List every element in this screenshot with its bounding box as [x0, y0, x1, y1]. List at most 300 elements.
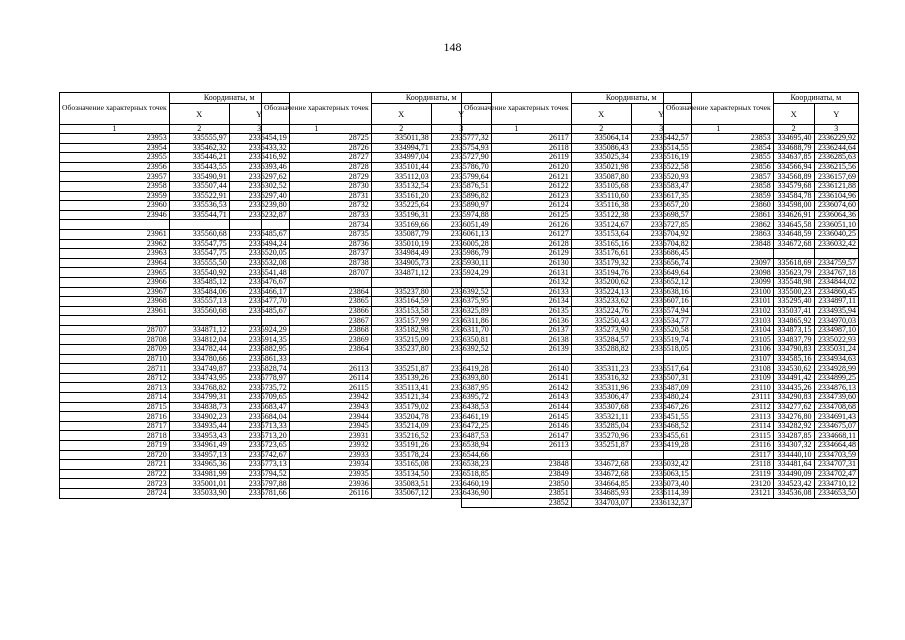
- table-row: [262, 393, 492, 403]
- point-id: 23856: [664, 162, 774, 172]
- x-value: 334490,09: [773, 469, 814, 479]
- x-value: 334984,49: [371, 249, 431, 259]
- table-row: [60, 364, 290, 374]
- table-row: [60, 297, 290, 307]
- y-value: 2336656,74: [631, 258, 691, 268]
- x-value: 335557,13: [169, 297, 229, 307]
- y-value: 2335022,93: [814, 335, 858, 345]
- point-id: 28729: [262, 172, 372, 182]
- table-row: [462, 201, 692, 211]
- table-row: [664, 220, 859, 230]
- x-value: 334672,68: [773, 239, 814, 249]
- x-value: 335250,43: [571, 316, 631, 326]
- y-value: 2335890,97: [431, 201, 491, 211]
- x-value: 334871,12: [169, 325, 229, 335]
- y-value: 2335797,88: [229, 479, 289, 489]
- coordinates-header: Координаты, м: [169, 93, 289, 104]
- table-row: [462, 441, 692, 451]
- x-value: 334290,83: [773, 393, 814, 403]
- table-row: [462, 460, 692, 470]
- point-id: 23967: [60, 287, 170, 297]
- y-value: 2334708,68: [814, 402, 858, 412]
- x-value: 335087,80: [571, 172, 631, 182]
- x-value: 335157,99: [371, 316, 431, 326]
- y-value: 2336073,40: [631, 479, 691, 489]
- point-id: 28710: [60, 354, 170, 364]
- x-value: 335295,40: [773, 297, 814, 307]
- y-value: 2334703,59: [814, 450, 858, 460]
- y-value: 2336438,53: [431, 402, 491, 412]
- table-row: [462, 191, 692, 201]
- point-label-header: Обозначение характерных точек: [664, 93, 774, 125]
- x-value: 335321,11: [571, 412, 631, 422]
- y-value: 2334844,02: [814, 277, 858, 287]
- y-value: 2336451,55: [631, 412, 691, 422]
- x-value: 334672,68: [571, 460, 631, 470]
- x-value: 335037,41: [773, 306, 814, 316]
- y-value: 2334934,63: [814, 354, 858, 364]
- y-value: 2336485,67: [229, 306, 289, 316]
- x-value: 335216,52: [371, 431, 431, 441]
- table-row: [664, 479, 859, 489]
- point-id: 23866: [262, 306, 372, 316]
- point-id: 26133: [462, 287, 572, 297]
- point-id: 28725: [262, 134, 372, 144]
- point-id: [664, 249, 774, 259]
- point-id: 28712: [60, 373, 170, 383]
- table-row: [262, 383, 492, 393]
- x-value: 335237,80: [371, 345, 431, 355]
- coordinates-table-1: [59, 92, 290, 499]
- table-row: [664, 210, 859, 220]
- point-id: 28715: [60, 402, 170, 412]
- y-value: 2336005,28: [431, 239, 491, 249]
- x-value: 334637,85: [773, 153, 814, 163]
- point-id: 23864: [262, 345, 372, 355]
- table-row: [60, 287, 290, 297]
- table-row: [462, 469, 692, 479]
- point-id: 23964: [60, 258, 170, 268]
- x-value: 335555,97: [169, 134, 229, 144]
- y-value: 2335683,47: [229, 402, 289, 412]
- x-value: 335101,44: [371, 162, 431, 172]
- x-value: 335179,02: [371, 402, 431, 412]
- point-id: 28713: [60, 383, 170, 393]
- table-row: [60, 181, 290, 191]
- point-id: 23103: [664, 316, 774, 326]
- point-id: [60, 220, 170, 230]
- y-value: 2335930,11: [431, 258, 491, 268]
- x-value: 335164,59: [371, 297, 431, 307]
- point-id: 23865: [262, 297, 372, 307]
- x-value: 334598,00: [773, 201, 814, 211]
- x-value: 334837,79: [773, 335, 814, 345]
- x-value: 335311,23: [571, 364, 631, 374]
- x-value: [371, 277, 431, 287]
- y-value: 2336652,12: [631, 277, 691, 287]
- table-row: [262, 143, 492, 153]
- table-row: [664, 181, 859, 191]
- table-row: [262, 172, 492, 182]
- point-id: 23116: [664, 441, 774, 451]
- y-value: 2336455,61: [631, 431, 691, 441]
- x-value: 335010,19: [371, 239, 431, 249]
- point-id: 23867: [262, 316, 372, 326]
- table-row: [664, 335, 859, 345]
- point-id: 28733: [262, 210, 372, 220]
- point-id: 26140: [462, 364, 572, 374]
- point-id: 23848: [664, 239, 774, 249]
- point-id: 26138: [462, 335, 572, 345]
- x-value: 335204,78: [371, 412, 431, 422]
- table-row: [60, 316, 290, 326]
- table-row: [462, 277, 692, 287]
- point-id: 28707: [60, 325, 170, 335]
- y-value: 2336297,62: [229, 172, 289, 182]
- table-row: [664, 249, 859, 259]
- x-value: 335064,14: [571, 134, 631, 144]
- y-value: 2336518,05: [631, 345, 691, 355]
- x-value: 335105,68: [571, 181, 631, 191]
- table-row: [664, 277, 859, 287]
- x-value: 335134,50: [371, 469, 431, 479]
- table-row: [664, 268, 859, 278]
- table-row: [664, 345, 859, 355]
- y-value: 2336487,53: [431, 431, 491, 441]
- table-row: [60, 143, 290, 153]
- x-value: 335251,87: [571, 441, 631, 451]
- point-id: 26134: [462, 297, 572, 307]
- x-value: 335560,68: [169, 229, 229, 239]
- table-row: [60, 393, 290, 403]
- x-value: 335548,98: [773, 277, 814, 287]
- column-number: 2: [773, 125, 814, 134]
- y-value: 2336063,15: [631, 469, 691, 479]
- point-id: 26128: [462, 239, 572, 249]
- table-row: [262, 488, 492, 498]
- column-number-row: [462, 125, 692, 134]
- coordinates-header: Координаты, м: [371, 93, 491, 104]
- table-row: [664, 134, 859, 144]
- x-value: 334871,12: [371, 268, 431, 278]
- page-number: 148: [443, 40, 462, 54]
- point-id: 23936: [262, 479, 372, 489]
- point-id: 26125: [462, 210, 572, 220]
- x-value: 335618,69: [773, 258, 814, 268]
- x-value: 335443,55: [169, 162, 229, 172]
- y-value: 2334759,57: [814, 258, 858, 268]
- table-row: [262, 239, 492, 249]
- table-row: [462, 239, 692, 249]
- y-value: 2336480,24: [631, 393, 691, 403]
- y-value: 2336311,70: [431, 325, 491, 335]
- x-value: [571, 354, 631, 364]
- point-id: 23960: [60, 201, 170, 211]
- x-value: 335270,96: [571, 431, 631, 441]
- y-value: 2335723,65: [229, 441, 289, 451]
- table-row: [664, 402, 859, 412]
- table-row: [60, 277, 290, 287]
- x-value: 335191,26: [371, 441, 431, 451]
- point-id: 23112: [664, 402, 774, 412]
- x-header: X: [773, 104, 814, 125]
- y-value: 2336132,37: [631, 498, 691, 508]
- y-value: 2336311,86: [431, 316, 491, 326]
- x-value: 335544,71: [169, 210, 229, 220]
- table-row: [60, 354, 290, 364]
- y-value: 2336520,93: [631, 172, 691, 182]
- y-value: 2336485,67: [229, 229, 289, 239]
- x-value: 335112,03: [371, 172, 431, 182]
- x-value: 335284,57: [571, 335, 631, 345]
- y-value: 2336487,09: [631, 383, 691, 393]
- table-row: [664, 162, 859, 172]
- x-value: 335288,82: [571, 345, 631, 355]
- x-header: X: [371, 104, 431, 125]
- x-value: 334953,43: [169, 431, 229, 441]
- point-id: 23942: [262, 393, 372, 403]
- point-id: 23100: [664, 287, 774, 297]
- table-row: [664, 431, 859, 441]
- point-id: 26124: [462, 201, 572, 211]
- table-row: [462, 450, 692, 460]
- y-value: 2336638,16: [631, 287, 691, 297]
- point-id: 23121: [664, 488, 774, 498]
- column-number-row: [664, 125, 859, 134]
- point-id: 23097: [664, 258, 774, 268]
- x-value: 334965,36: [169, 460, 229, 470]
- point-id: 23963: [60, 249, 170, 259]
- y-value: 2334707,31: [814, 460, 858, 470]
- y-value: 2336472,25: [431, 421, 491, 431]
- point-id: 26146: [462, 421, 572, 431]
- table-row: [664, 191, 859, 201]
- table-row: [664, 421, 859, 431]
- y-value: 2336649,64: [631, 268, 691, 278]
- table-row: [262, 162, 492, 172]
- x-value: 334307,32: [773, 441, 814, 451]
- y-value: 2335794,52: [229, 469, 289, 479]
- point-id: 23959: [60, 191, 170, 201]
- y-value: 2336686,45: [631, 249, 691, 259]
- point-id: 28736: [262, 239, 372, 249]
- x-value: 334664,85: [571, 479, 631, 489]
- table-row: [60, 258, 290, 268]
- point-id: 26141: [462, 373, 572, 383]
- x-value: 335122,38: [571, 210, 631, 220]
- x-value: 334277,62: [773, 402, 814, 412]
- y-value: 2334739,60: [814, 393, 858, 403]
- x-value: 334672,68: [571, 469, 631, 479]
- y-value: 2335828,74: [229, 364, 289, 374]
- y-value: 2335713,33: [229, 421, 289, 431]
- x-value: 334685,93: [571, 488, 631, 498]
- point-id: 23861: [664, 210, 774, 220]
- y-value: 2336040,25: [814, 229, 858, 239]
- point-id: 23098: [664, 268, 774, 278]
- point-id: 23945: [262, 421, 372, 431]
- coordinates-table-4: [663, 92, 859, 499]
- x-value: 334645,58: [773, 220, 814, 230]
- y-value: 2336392,52: [431, 287, 491, 297]
- point-id: 23109: [664, 373, 774, 383]
- x-value: 335233,62: [571, 297, 631, 307]
- table-row: [60, 469, 290, 479]
- table-row: [664, 412, 859, 422]
- x-value: 335033,90: [169, 488, 229, 498]
- x-value: 335215,09: [371, 335, 431, 345]
- point-id: 23850: [462, 479, 572, 489]
- x-value: 335536,53: [169, 201, 229, 211]
- y-value: 2336461,19: [431, 412, 491, 422]
- x-value: 334812,04: [169, 335, 229, 345]
- column-number: 1: [462, 125, 572, 134]
- y-value: 2336393,46: [229, 162, 289, 172]
- point-id: 23956: [60, 162, 170, 172]
- column-number-row: [60, 125, 290, 134]
- x-value: 335194,76: [571, 268, 631, 278]
- y-value: 2336215,56: [814, 162, 858, 172]
- x-value: [169, 316, 229, 326]
- x-value: 335307,68: [571, 402, 631, 412]
- table-row: [664, 306, 859, 316]
- point-id: 23957: [60, 172, 170, 182]
- point-id: 28728: [262, 162, 372, 172]
- y-value: 2334702,47: [814, 469, 858, 479]
- table-row: [462, 488, 692, 498]
- x-value: 334743,95: [169, 373, 229, 383]
- table-row: [462, 479, 692, 489]
- point-id: 23101: [664, 297, 774, 307]
- table-row: [262, 450, 492, 460]
- table-row: [60, 191, 290, 201]
- x-value: 335507,44: [169, 181, 229, 191]
- x-value: 335176,61: [571, 249, 631, 259]
- table-row: [462, 364, 692, 374]
- y-value: 2334935,94: [814, 306, 858, 316]
- table-row: [60, 325, 290, 335]
- x-value: 335124,67: [571, 220, 631, 230]
- column-number: 2: [571, 125, 631, 134]
- table-row: [262, 201, 492, 211]
- x-value: 334579,68: [773, 181, 814, 191]
- point-id: 26123: [462, 191, 572, 201]
- x-value: 335086,43: [571, 143, 631, 153]
- y-value: 2336387,95: [431, 383, 491, 393]
- point-id: 26113: [462, 441, 572, 451]
- y-header: Y: [431, 104, 491, 125]
- point-id: 23120: [664, 479, 774, 489]
- x-value: 334981,99: [169, 469, 229, 479]
- y-value: 2334876,13: [814, 383, 858, 393]
- point-id: 28730: [262, 181, 372, 191]
- column-number: 1: [60, 125, 170, 134]
- point-id: 23968: [60, 297, 170, 307]
- point-id: 23932: [262, 441, 372, 451]
- y-value: 2336657,20: [631, 201, 691, 211]
- table-row: [262, 460, 492, 470]
- point-id: 28720: [60, 450, 170, 460]
- x-value: 334435,26: [773, 383, 814, 393]
- point-id: 28716: [60, 412, 170, 422]
- y-value: 2335684,04: [229, 412, 289, 422]
- x-value: 334961,49: [169, 441, 229, 451]
- table-row: [664, 488, 859, 498]
- x-value: 334997,04: [371, 153, 431, 163]
- y-value: 2336476,67: [229, 277, 289, 287]
- y-value: 2336698,57: [631, 210, 691, 220]
- point-label-header: Обозначение характерных точек: [462, 93, 572, 125]
- x-value: 335196,31: [371, 210, 431, 220]
- column-number: 1: [664, 125, 774, 134]
- table-row: [262, 306, 492, 316]
- table-row: [462, 143, 692, 153]
- column-number: 3: [631, 125, 691, 134]
- y-value: 2335709,65: [229, 393, 289, 403]
- point-id: 26119: [462, 153, 572, 163]
- table-row: [60, 402, 290, 412]
- x-value: 334905,73: [371, 258, 431, 268]
- point-id: 26114: [262, 373, 372, 383]
- x-value: 335169,66: [371, 220, 431, 230]
- x-value: [773, 249, 814, 259]
- table-row: [262, 210, 492, 220]
- point-id: 26130: [462, 258, 572, 268]
- point-id: 23944: [262, 412, 372, 422]
- y-value: 2334653,50: [814, 488, 858, 498]
- y-value: 2336468,52: [631, 421, 691, 431]
- x-value: 335560,68: [169, 306, 229, 316]
- point-id: 23931: [262, 431, 372, 441]
- table-row: [60, 210, 290, 220]
- y-value: 2336416,92: [229, 153, 289, 163]
- y-value: [814, 249, 858, 259]
- x-value: 335153,64: [571, 229, 631, 239]
- table-row: [664, 297, 859, 307]
- y-value: 2336541,48: [229, 268, 289, 278]
- point-id: [262, 354, 372, 364]
- table-row: [462, 421, 692, 431]
- point-id: 23933: [262, 450, 372, 460]
- table-row: [664, 364, 859, 374]
- point-id: 23849: [462, 469, 572, 479]
- table-row: [262, 373, 492, 383]
- x-value: 334530,62: [773, 364, 814, 374]
- point-id: 23954: [60, 143, 170, 153]
- coordinates-table-3: [461, 92, 692, 508]
- point-id: 23868: [262, 325, 372, 335]
- x-value: 334790,83: [773, 345, 814, 355]
- point-id: 23864: [262, 287, 372, 297]
- table-row: [60, 441, 290, 451]
- table-row: [664, 258, 859, 268]
- point-id: 28708: [60, 335, 170, 345]
- x-value: 335225,64: [371, 201, 431, 211]
- table-row: [262, 229, 492, 239]
- y-value: 2336419,28: [431, 364, 491, 374]
- table-row: [664, 153, 859, 163]
- x-value: 334481,64: [773, 460, 814, 470]
- table-row: [262, 287, 492, 297]
- y-value: 2334710,12: [814, 479, 858, 489]
- table-row: [60, 201, 290, 211]
- column-number: 1: [262, 125, 372, 134]
- table-row: [60, 373, 290, 383]
- point-id: 23965: [60, 268, 170, 278]
- y-value: 2335799,64: [431, 172, 491, 182]
- table-row: [60, 345, 290, 355]
- y-value: 2336392,52: [431, 345, 491, 355]
